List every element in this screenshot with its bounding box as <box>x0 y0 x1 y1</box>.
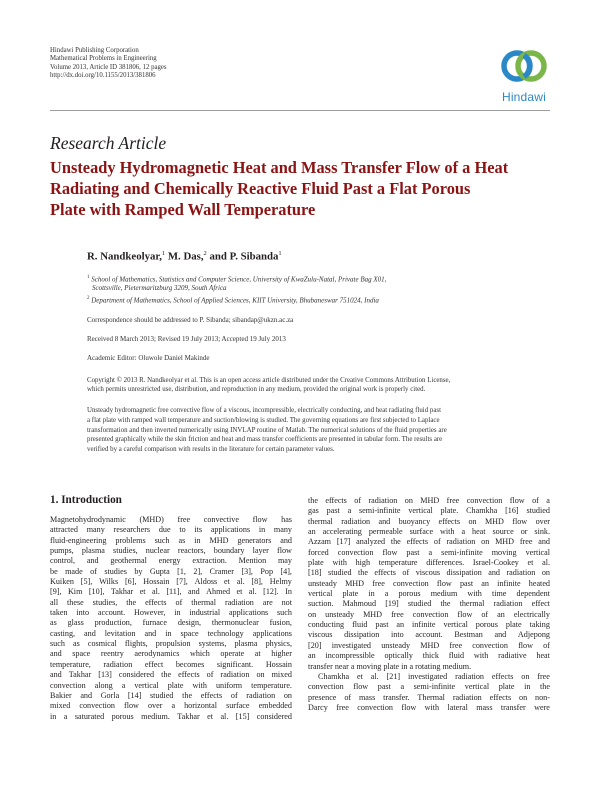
author-affil-mark: 1 <box>278 250 282 257</box>
copyright-line: which permits unrestricted use, distribution, and reproduction in any medium, provided the original work is properly cited. <box>87 386 426 393</box>
text-line: [9], Kim [10], Takhar et al. [11], and Ahmed et al. [12]. In <box>50 587 292 597</box>
text-line: Darcy free convection flow with lateral mass transfer were <box>308 702 550 712</box>
text-line: casting, and levitation and in space technology applications <box>50 628 292 638</box>
text-line: mixed convection flow over a horizontal surface embedded <box>50 701 292 711</box>
text-line: gas past a semi-infinite vertical plate. Chamkha [16] studied <box>308 506 550 516</box>
text-line: and Takhar [13] considered the effects of radiation on mixed <box>50 670 292 680</box>
affiliation-text: Department of Mathematics, School of Applied Sciences, KIIT University, Bhubaneswar 751024, India <box>91 296 379 305</box>
journal-name: Mathematical Problems in Engineering <box>50 55 157 63</box>
text-line: conducting fluid past an infinite vertical porous plate taking <box>308 620 550 630</box>
affiliation-text: School of Mathematics, Statistics and Computer Science, University of KwaZulu-Natal, Private Bag X01, <box>91 275 387 284</box>
abstract-line: Unsteady hydromagnetic free convective flow of a viscous, incompressible, electrically conducting, and heat radiating fluid past <box>87 407 441 414</box>
author-affil-mark: 1 <box>161 250 166 257</box>
left-column <box>50 515 292 722</box>
title-line: Radiating and Chemically Reactive Fluid Past a Flat Porous <box>50 179 471 198</box>
text-line: an accelerating permeable surface with a heat source or sink. <box>308 527 550 537</box>
text-line: and space reentry aerodynamics which operate at higher <box>50 649 292 659</box>
text-line: transfer near a moving plate in a rotating medium. <box>308 661 472 671</box>
title-line: Unsteady Hydromagnetic Heat and Mass Transfer Flow of a Heat <box>50 158 509 177</box>
text-line: taken into account. However, in industrial applications such <box>50 608 292 618</box>
author-name: R. Nandkeolyar, <box>87 250 162 263</box>
journal-volume: Volume 2013, Article ID 381806, 12 pages <box>50 63 167 71</box>
header-divider <box>50 110 550 111</box>
hindawi-rings-icon <box>493 46 555 90</box>
journal-doi[interactable]: http://dx.doi.org/10.1155/2013/381806 <box>50 71 156 79</box>
article-type: Research Article <box>50 133 167 153</box>
text-line: all these studies, the effects of thermal radiation are not <box>50 597 292 607</box>
text-line: [20] investigated unsteady MHD free convection flow of <box>308 640 550 650</box>
abstract-line: presented graphically while the skin friction and heat and mass transfer coefficients are presented in tabular form. The results are <box>87 436 443 444</box>
text-line: such as cosmical flights, propulsion systems, plasma physics, <box>50 639 292 649</box>
journal-info <box>50 47 167 80</box>
text-line: forced convection flow past a semi-infinite moving vertical <box>308 547 550 557</box>
paper-title <box>50 157 560 220</box>
text-line: suction. Mahmoud [19] studied the thermal radiation effect <box>308 599 550 609</box>
text-line: viscous dissipation into account. Bestman and Adjepong <box>308 630 550 640</box>
title-line: Plate with Ramped Wall Temperature <box>50 200 316 219</box>
text-line: plate with high temperature differences. Israel-Cookey et al. <box>308 558 550 568</box>
hindawi-logo-text: Hindawi <box>501 90 547 104</box>
abstract-line: verified by a careful comparison with results in the literature for certain parameter values. <box>87 446 335 454</box>
abstract-line: a flat plate with ramped wall temperature and suction/blowing is studied. The governing equations are first subjected to Laplace <box>87 416 440 424</box>
author-name: M. Das, <box>165 250 204 263</box>
abstract-line: transformation and then inverted numerically using INVLAP routine of Matlab. The numerical solutions of the fluid properties are <box>87 426 447 434</box>
affiliation-mark: 2 <box>87 296 90 301</box>
author-name: and P. Sibanda <box>206 250 279 263</box>
copyright-line: Copyright © 2013 R. Nandkeolyar et al. This is an open access article distributed under the Creative Commons Attribution License, <box>87 377 451 384</box>
text-line: as glass production, furnace design, thermonuclear fusion, <box>50 618 292 628</box>
affiliation-1 <box>87 273 386 293</box>
text-line: Kuiken [5], Wilks [6], Hossain [7], Aldoss et al. [8], Helmy <box>50 577 292 587</box>
affiliation-mark: 1 <box>87 275 90 280</box>
text-line: be made of studies by Gupta [1, 2], Cramer [3], Pop [4], <box>50 566 292 576</box>
affiliation-text: Scottsville, Pietermaritzburg 3209, South Africa <box>92 284 227 293</box>
affiliation-2 <box>87 294 379 305</box>
text-line: on unsteady MHD free convection flow of an electrically <box>308 609 550 619</box>
right-column <box>308 496 550 713</box>
text-line: an incompressible optically thick fluid with radiative heat <box>308 651 550 661</box>
copyright-notice <box>87 376 551 394</box>
text-line: attracted many researchers due to its applications in many <box>50 525 292 535</box>
text-line: vertical plate in a porous medium with time dependent <box>308 589 550 599</box>
text-line: [18] studied the effects of viscous dissipation and radiation on <box>308 568 550 578</box>
text-line: fluid-engineering problems such as in MHD generators and <box>50 535 292 545</box>
hindawi-logo <box>493 46 555 104</box>
text-line: Magnetohydrodynamic (MHD) free convective flow has <box>50 515 292 524</box>
text-line: unsteady MHD free convection flow past an infinite heated <box>308 578 550 588</box>
text-line: Azzam [17] analyzed the effects of radiation on MHD free and <box>308 537 550 547</box>
journal-publisher: Hindawi Publishing Corporation <box>50 47 139 54</box>
text-line: presence of mass transfer. Thermal radiation effects on non- <box>308 692 550 702</box>
text-line: in a saturated porous medium. Takhar et al. [15] considered <box>50 711 292 721</box>
received-dates: Received 8 March 2013; Revised 19 July 2013; Accepted 19 July 2013 <box>87 335 286 343</box>
text-line: Chamkha et al. [21] investigated radiation effects on free <box>318 671 550 681</box>
text-line: pumps, plasma studies, nuclear reactors, boundary layer flow <box>50 546 292 556</box>
text-line: control, and geothermal energy extraction. Mention may <box>50 556 292 566</box>
text-line: thermal radiation and buoyancy effects on MHD flow over <box>308 516 550 526</box>
academic-editor: Academic Editor: Oluwole Daniel Makinde <box>87 354 210 362</box>
text-line: convection flow past a semi-infinite vertical plate in the <box>308 682 550 692</box>
abstract <box>87 406 551 455</box>
text-line: convection along a vertical plate with uniform temperature. <box>50 680 292 690</box>
correspondence: Correspondence should be addressed to P. Sibanda; sibandap@ukzn.ac.za <box>87 316 294 324</box>
section-title: 1. Introduction <box>50 494 122 506</box>
author-list <box>87 250 282 263</box>
author-affil-mark: 2 <box>203 250 207 257</box>
text-line: temperature, radiation effect becomes significant. Hossain <box>50 659 292 669</box>
text-line: Bakier and Gorla [14] studied the effects of radiation on <box>50 690 292 700</box>
text-line: the effects of radiation on MHD free convection flow of a <box>308 496 550 505</box>
